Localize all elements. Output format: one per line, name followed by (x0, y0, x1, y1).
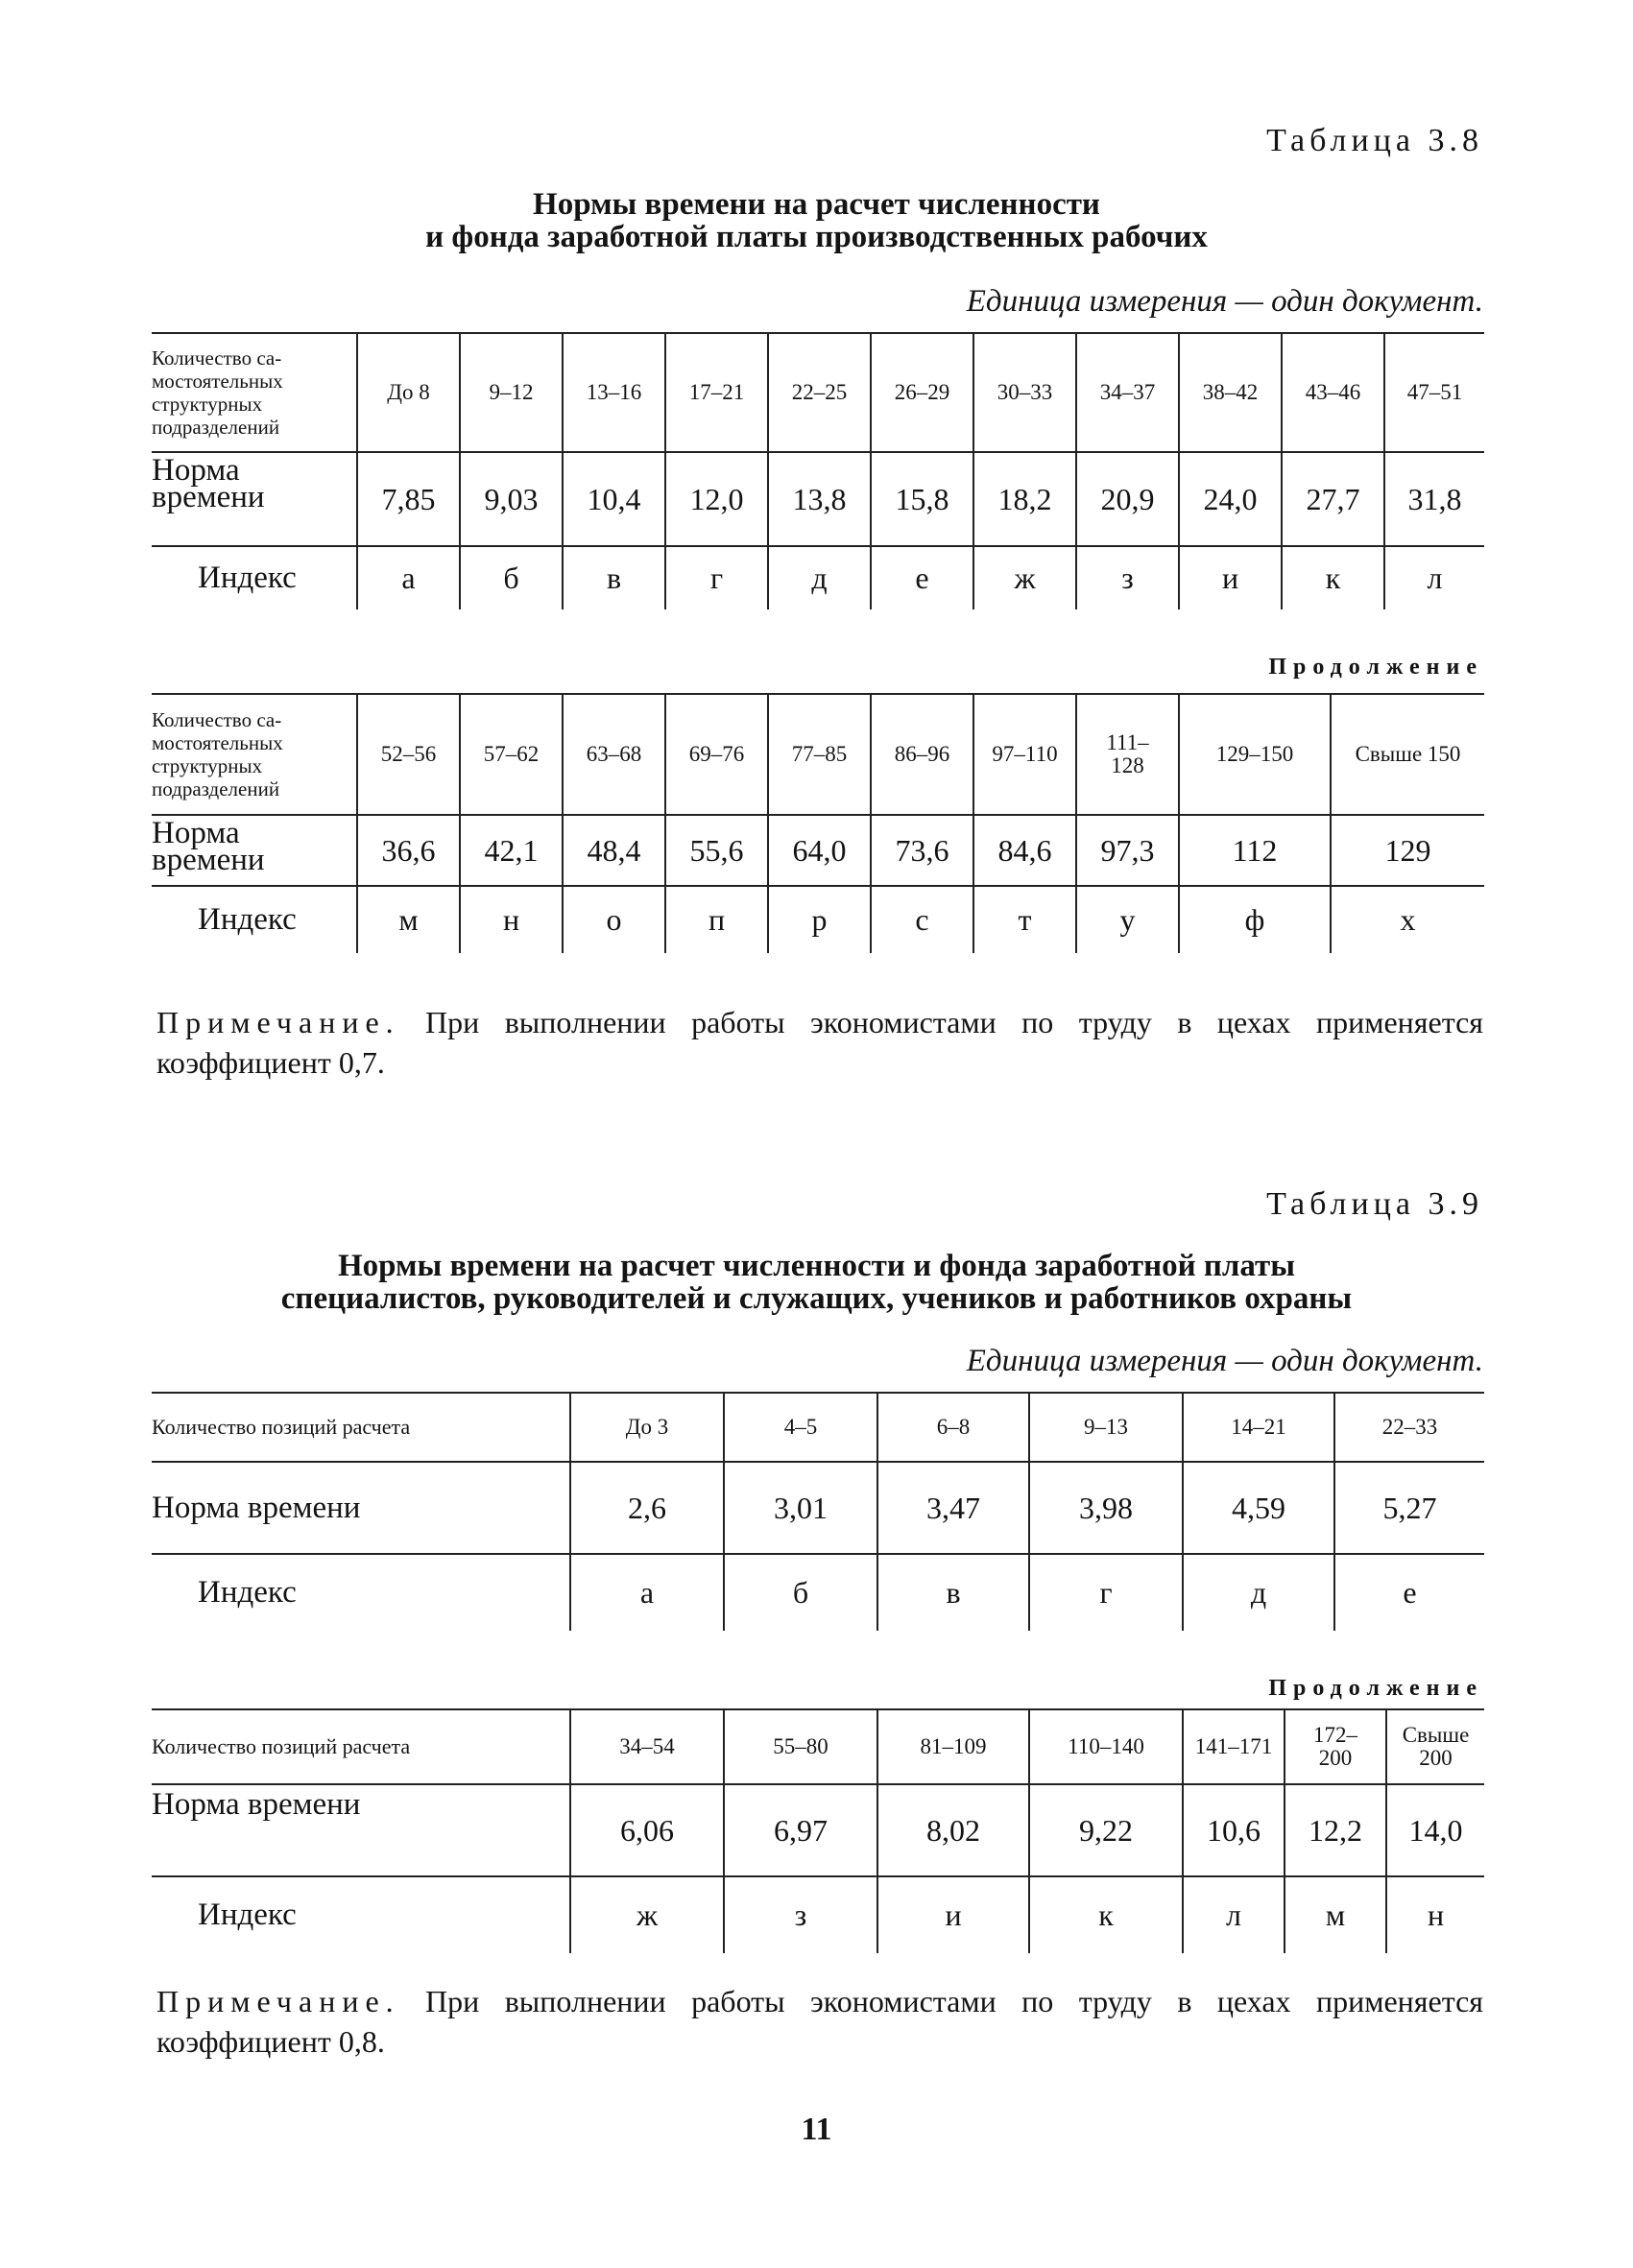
header-cell: 26–29 (871, 333, 973, 452)
index-cell: р (768, 886, 871, 953)
header-cell: 4–5 (724, 1393, 877, 1462)
norm-cell: 8,02 (877, 1784, 1029, 1876)
header-cell: 55–80 (724, 1709, 877, 1784)
index-cell: к (1029, 1876, 1183, 1953)
table-row (152, 1876, 1484, 1953)
norm-cell: 3,47 (877, 1462, 1029, 1554)
table-3-8-part1 (152, 332, 1484, 609)
table-row (152, 1462, 1484, 1554)
norm-cell: 129 (1331, 815, 1484, 886)
index-cell: в (877, 1554, 1029, 1631)
norm-cell: 9,03 (460, 452, 563, 546)
header-cell: 38–42 (1179, 333, 1282, 452)
note-label: Примечание. (156, 1984, 400, 2018)
table-3-8-title-line2: и фонда заработной платы производственных рабочих (425, 220, 1208, 254)
header-label-cell: Количество позиций расчета (152, 1393, 570, 1462)
norm-cell: 6,06 (570, 1784, 724, 1876)
index-cell: б (724, 1554, 877, 1631)
norm-cell: 10,6 (1183, 1784, 1285, 1876)
header-cell: До 8 (357, 333, 460, 452)
header-cell: 30–33 (973, 333, 1076, 452)
index-cell: к (1282, 546, 1384, 609)
header-cell: 172–200 (1285, 1709, 1386, 1784)
header-cell: До 3 (570, 1393, 724, 1462)
norm-cell: 31,8 (1384, 452, 1484, 546)
norm-cell: 5,27 (1334, 1462, 1484, 1554)
index-cell: с (871, 886, 973, 953)
table-3-8-title-line1: Нормы времени на расчет численности (533, 187, 1100, 222)
header-cell: 63–68 (563, 694, 665, 815)
table-row (152, 546, 1484, 609)
norm-cell: 20,9 (1076, 452, 1179, 546)
norm-cell: 6,97 (724, 1784, 877, 1876)
index-cell: м (357, 886, 460, 953)
note-text: При выполнении работы экономистами по труду в цехах применяется коэффициент 0,7. (156, 1005, 1483, 1080)
index-label-cell: Индекс (152, 1876, 570, 1953)
index-cell: х (1331, 886, 1484, 953)
header-cell: 86–96 (871, 694, 973, 815)
norm-cell: 42,1 (460, 815, 563, 886)
table-3-9-part1 (152, 1392, 1484, 1631)
norm-cell: 4,59 (1183, 1462, 1334, 1554)
index-cell: м (1285, 1876, 1386, 1953)
index-cell: у (1076, 886, 1179, 953)
norm-cell: 2,6 (570, 1462, 724, 1554)
index-label-cell: Индекс (152, 546, 357, 609)
page-number: 11 (801, 2112, 832, 2147)
note-label: Примечание. (156, 1005, 400, 1039)
header-cell: 22–25 (768, 333, 871, 452)
header-cell: 9–13 (1029, 1393, 1183, 1462)
index-cell: а (357, 546, 460, 609)
index-cell: ж (973, 546, 1076, 609)
norm-label-cell: Норма времени (152, 1784, 570, 1876)
norm-cell: 48,4 (563, 815, 665, 886)
norm-cell: 73,6 (871, 815, 973, 886)
header-label-cell: Количество позиций расчета (152, 1709, 570, 1784)
norm-cell: 10,4 (563, 452, 665, 546)
table-row (152, 333, 1484, 452)
index-cell: г (665, 546, 768, 609)
header-cell: 110–140 (1029, 1709, 1183, 1784)
table-row (152, 1554, 1484, 1631)
table-row (152, 1393, 1484, 1462)
table-row (152, 815, 1484, 886)
header-cell: 52–56 (357, 694, 460, 815)
norm-cell: 15,8 (871, 452, 973, 546)
header-cell: 9–12 (460, 333, 563, 452)
norm-cell: 12,0 (665, 452, 768, 546)
norm-label-cell: Норма времени (152, 815, 357, 886)
index-cell: б (460, 546, 563, 609)
norm-cell: 24,0 (1179, 452, 1282, 546)
header-cell: 69–76 (665, 694, 768, 815)
norm-cell: 36,6 (357, 815, 460, 886)
norm-cell: 9,22 (1029, 1784, 1183, 1876)
norm-cell: 97,3 (1076, 815, 1179, 886)
table-row (152, 452, 1484, 546)
header-label-cell: Количество са-мостоятельных структурных подразделений (152, 694, 357, 815)
table-row (152, 1709, 1484, 1784)
header-cell: 6–8 (877, 1393, 1029, 1462)
norm-cell: 12,2 (1285, 1784, 1386, 1876)
index-cell: д (1183, 1554, 1334, 1631)
header-cell: 22–33 (1334, 1393, 1484, 1462)
index-cell: з (1076, 546, 1179, 609)
table-3-9-continuation: Продолжение (1268, 1676, 1483, 1701)
index-cell: з (724, 1876, 877, 1953)
table-3-8-continuation: Продолжение (1268, 655, 1483, 680)
header-label-cell: Количество са-мостоятельных структурных подразделений (152, 333, 357, 452)
table-3-9-unit: Единица измерения — один документ. (966, 1344, 1483, 1378)
norm-cell: 55,6 (665, 815, 768, 886)
header-cell: 43–46 (1282, 333, 1384, 452)
header-cell: Свыше 200 (1386, 1709, 1484, 1784)
index-cell: и (1179, 546, 1282, 609)
index-cell: н (1386, 1876, 1484, 1953)
note-text: При выполнении работы экономистами по труду в цехах применяется коэффициент 0,8. (156, 1984, 1483, 2059)
index-cell: н (460, 886, 563, 953)
table-3-9-note (156, 1981, 1483, 2062)
header-cell: 47–51 (1384, 333, 1484, 452)
index-cell: г (1029, 1554, 1183, 1631)
table-row (152, 886, 1484, 953)
index-cell: о (563, 886, 665, 953)
header-cell: 141–171 (1183, 1709, 1285, 1784)
norm-label-cell: Норма времени (152, 452, 357, 546)
header-cell: 13–16 (563, 333, 665, 452)
header-cell: 77–85 (768, 694, 871, 815)
index-cell: л (1384, 546, 1484, 609)
index-cell: п (665, 886, 768, 953)
table-3-9-title-line1: Нормы времени на расчет численности и фонда заработной платы (337, 1249, 1296, 1283)
index-cell: а (570, 1554, 724, 1631)
header-cell: 81–109 (877, 1709, 1029, 1784)
header-cell: 97–110 (973, 694, 1076, 815)
table-3-8-label: Таблица 3.8 (1266, 123, 1483, 158)
index-cell: т (973, 886, 1076, 953)
norm-cell: 64,0 (768, 815, 871, 886)
norm-cell: 18,2 (973, 452, 1076, 546)
table-3-8-title (0, 188, 1633, 253)
header-cell: 129–150 (1179, 694, 1331, 815)
table-3-8-note (156, 1002, 1483, 1083)
norm-cell: 3,98 (1029, 1462, 1183, 1554)
index-cell: е (871, 546, 973, 609)
norm-cell: 13,8 (768, 452, 871, 546)
index-label-cell: Индекс (152, 1554, 570, 1631)
index-cell: д (768, 546, 871, 609)
norm-cell: 14,0 (1386, 1784, 1484, 1876)
index-cell: в (563, 546, 665, 609)
index-cell: л (1183, 1876, 1285, 1953)
index-cell: ж (570, 1876, 724, 1953)
header-cell: 111–128 (1076, 694, 1179, 815)
header-cell: 17–21 (665, 333, 768, 452)
table-row (152, 694, 1484, 815)
header-cell: Свыше 150 (1331, 694, 1484, 815)
index-cell: е (1334, 1554, 1484, 1631)
norm-cell: 27,7 (1282, 452, 1384, 546)
header-cell: 57–62 (460, 694, 563, 815)
norm-cell: 112 (1179, 815, 1331, 886)
table-3-9-title (0, 1250, 1633, 1315)
index-cell: и (877, 1876, 1029, 1953)
norm-label-cell: Норма времени (152, 1462, 570, 1554)
table-row (152, 1784, 1484, 1876)
header-cell: 14–21 (1183, 1393, 1334, 1462)
norm-cell: 3,01 (724, 1462, 877, 1554)
norm-cell: 7,85 (357, 452, 460, 546)
table-3-8-unit: Единица измерения — один документ. (966, 284, 1483, 319)
index-label-cell: Индекс (152, 886, 357, 953)
header-cell: 34–37 (1076, 333, 1179, 452)
table-3-9-label: Таблица 3.9 (1266, 1186, 1483, 1222)
header-cell: 34–54 (570, 1709, 724, 1784)
table-3-9-part2 (152, 1708, 1484, 1953)
table-3-9-title-line2: специалистов, руководителей и служащих, учеников и работников охраны (280, 1281, 1353, 1316)
table-3-8-part2 (152, 693, 1484, 953)
norm-cell: 84,6 (973, 815, 1076, 886)
index-cell: ф (1179, 886, 1331, 953)
